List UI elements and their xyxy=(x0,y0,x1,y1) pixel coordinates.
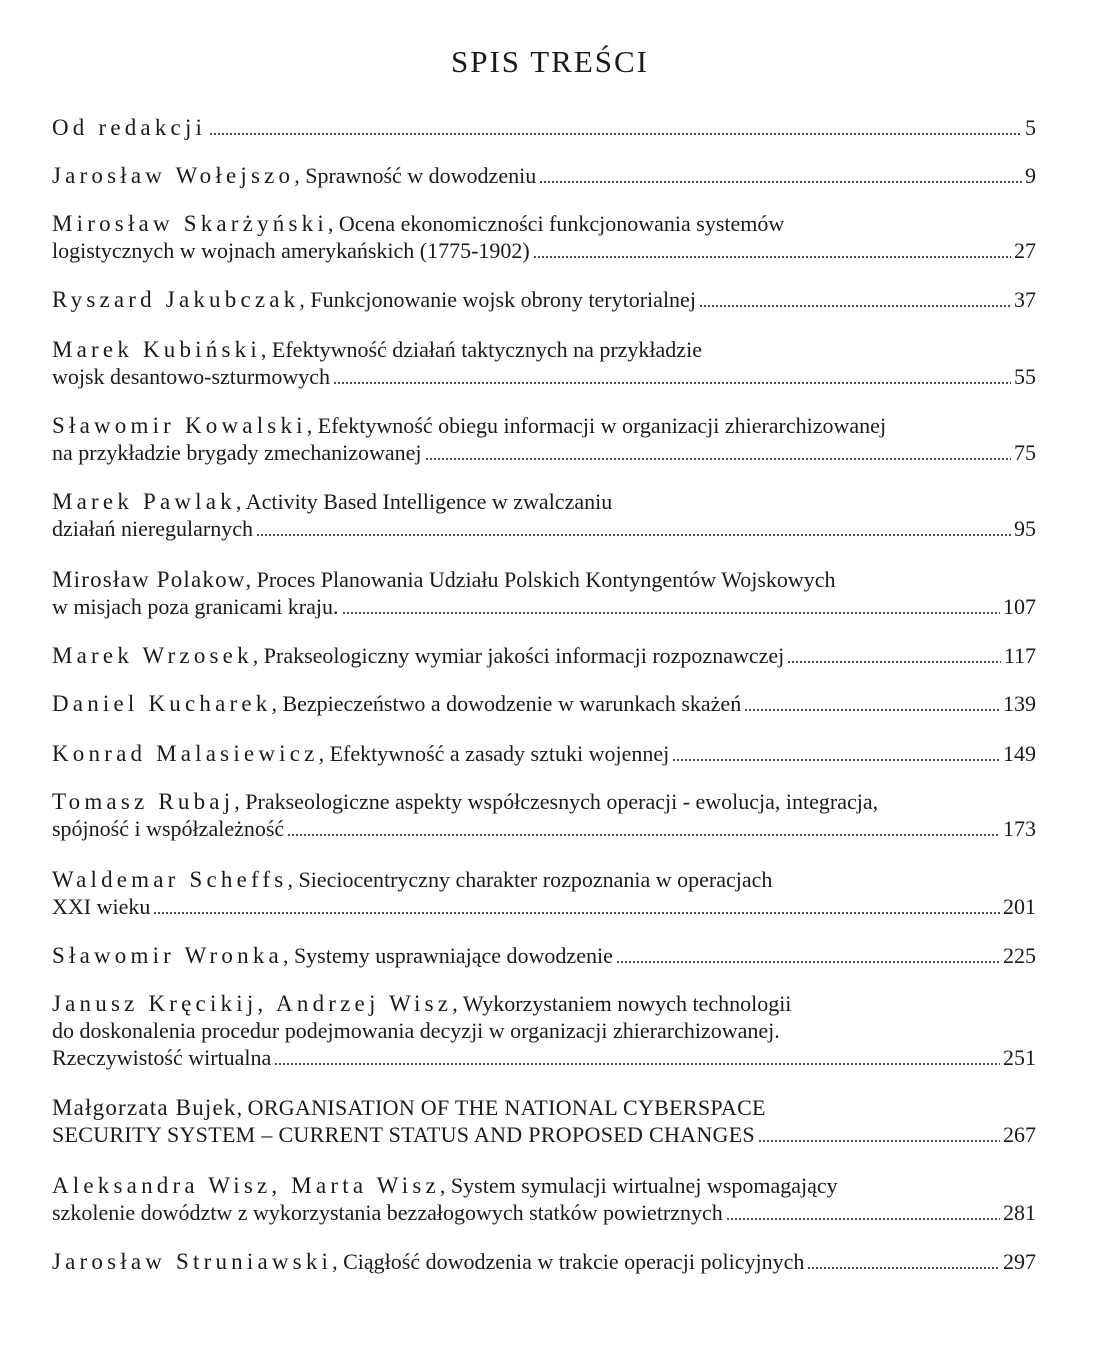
dot-leader xyxy=(342,597,1000,615)
toc-author: Jarosław Struniawski xyxy=(52,1249,333,1274)
toc-title: szkolenie dowództw z wykorzystania bezzałogowych statków powietrznych xyxy=(52,1200,723,1225)
toc-entry: Ryszard Jakubczak, Funkcjonowanie wojsk obrony terytorialnej 37 xyxy=(52,287,1036,312)
toc-page-number: 55 xyxy=(1014,364,1036,389)
toc-entry: Waldemar Scheffs, Sieciocentryczny charakter rozpoznania w operacjach XXI wieku 201 xyxy=(52,867,1036,919)
dot-leader xyxy=(787,646,1001,664)
toc-author: Konrad Malasiewicz xyxy=(52,741,319,766)
toc-title: Efektywność obiegu informacji w organizacji zhierarchizowanej xyxy=(317,413,887,438)
toc-entry: Mirosław Polakow, Proces Planowania Udziału Polskich Kontyngentów Wojskowych w misjach poza granicami kraju. 107 xyxy=(52,567,1036,619)
toc-page-number: 267 xyxy=(1003,1122,1036,1147)
toc-entry: Jarosław Wołejszo, Sprawność w dowodzeniu 9 xyxy=(52,163,1036,188)
toc-entry: Aleksandra Wisz, Marta Wisz, System symulacji wirtualnej wspomagający szkolenie dowództw z wykorzystania bezzałogowych statków powietrznych 281 xyxy=(52,1173,1036,1225)
dot-leader xyxy=(758,1125,1000,1143)
toc-entry: Konrad Malasiewicz, Efektywność a zasady sztuki wojennej 149 xyxy=(52,741,1036,766)
toc-title: do doskonalenia procedur podejmowania decyzji w organizacji zhierarchizowanej. xyxy=(52,1018,780,1043)
toc-entry: Małgorzata Bujek, ORGANISATION OF THE NATIONAL CYBERSPACE SECURITY SYSTEM – CURRENT STATUS AND PROPOSED CHANGES 267 xyxy=(52,1095,1036,1147)
toc-author: Mirosław Polakow xyxy=(52,567,246,592)
toc-entry: Janusz Kręcikij, Andrzej Wisz, Wykorzystaniem nowych technologii do doskonalenia procedur podejmowania decyzji w organizacji zhierarchizowanej. Rzeczywistość wirtualna 251 xyxy=(52,991,1036,1070)
dot-leader xyxy=(274,1048,1000,1066)
toc-title: Ocena ekonomiczności funkcjonowania systemów xyxy=(338,211,785,236)
toc-author: Małgorzata Bujek xyxy=(52,1095,237,1120)
toc-page-number: 9 xyxy=(1025,163,1036,188)
dot-leader xyxy=(616,946,1000,964)
toc-title: Efektywność a zasady sztuki wojennej xyxy=(329,741,670,766)
toc-page-number: 107 xyxy=(1003,594,1036,619)
toc-entry: Jarosław Struniawski, Ciągłość dowodzenia w trakcie operacji policyjnych 297 xyxy=(52,1249,1036,1274)
toc-title: Efektywność działań taktycznych na przykładzie xyxy=(271,337,702,362)
toc-entry: Sławomir Wronka, Systemy usprawniające dowodzenie 225 xyxy=(52,943,1036,968)
toc-entry: Sławomir Kowalski, Efektywność obiegu informacji w organizacji zhierarchizowanej na przykładzie brygady zmechanizowanej 75 xyxy=(52,413,1036,465)
toc-author: Waldemar Scheffs xyxy=(52,867,288,892)
dot-leader xyxy=(287,819,1000,837)
dot-leader xyxy=(699,290,1011,308)
toc-title: logistycznych w wojnach amerykańskich (1775-1902) xyxy=(52,238,530,263)
toc-title: Ciągłość dowodzenia w trakcie operacji policyjnych xyxy=(343,1249,805,1274)
dot-leader xyxy=(333,367,1011,385)
toc-page-number: 225 xyxy=(1003,943,1036,968)
dot-leader xyxy=(153,897,1000,915)
toc-page-number: 251 xyxy=(1003,1045,1036,1070)
toc-entry: Tomasz Rubaj, Prakseologiczne aspekty współczesnych operacji - ewolucja, integracja, spójność i współzależność 173 xyxy=(52,789,1036,841)
toc-page-number: 117 xyxy=(1003,643,1036,668)
toc-author: Od redakcji xyxy=(52,115,207,140)
dot-leader xyxy=(744,694,1000,712)
toc-title: Bezpieczeństwo a dowodzenie w warunkach skażeń xyxy=(282,691,742,716)
toc-entry: Marek Pawlak, Activity Based Intelligence w zwalczaniu działań nieregularnych 95 xyxy=(52,489,1036,541)
dot-leader xyxy=(425,443,1011,461)
dot-leader xyxy=(672,744,1000,762)
dot-leader xyxy=(209,118,1022,136)
toc-title: Funkcjonowanie wojsk obrony terytorialnej xyxy=(310,287,696,312)
toc-page-number: 27 xyxy=(1014,238,1036,263)
toc-entry xyxy=(52,114,1036,141)
toc-page-number: 139 xyxy=(1003,691,1036,716)
toc-title: ORGANISATION OF THE NATIONAL CYBERSPACE xyxy=(247,1095,766,1120)
dot-leader xyxy=(256,519,1011,537)
toc-title: Prakseologiczne aspekty współczesnych operacji - ewolucja, integracja, xyxy=(245,789,879,814)
toc-author: Marek Pawlak xyxy=(52,489,236,514)
toc-title: na przykładzie brygady zmechanizowanej xyxy=(52,440,422,465)
toc-entry: Marek Wrzosek, Prakseologiczny wymiar jakości informacji rozpoznawczej 117 xyxy=(52,643,1036,668)
toc-author: Ryszard Jakubczak xyxy=(52,287,300,312)
toc-title: Prakseologiczny wymiar jakości informacji rozpoznawczej xyxy=(263,643,785,668)
toc-title: Systemy usprawniające dowodzenie xyxy=(293,943,613,968)
toc-author: Daniel Kucharek xyxy=(52,691,272,716)
toc-title: Proces Planowania Udziału Polskich Kontyngentów Wojskowych xyxy=(256,567,836,592)
toc-title: System symulacji wirtualnej wspomagający xyxy=(450,1173,838,1198)
dot-leader xyxy=(539,166,1022,184)
toc-entry: Mirosław Skarżyński, Ocena ekonomiczności funkcjonowania systemów logistycznych w wojnach amerykańskich (1775-1902) 27 xyxy=(52,211,1036,263)
toc-author: Sławomir Wronka xyxy=(52,943,283,968)
toc-page-number: 173 xyxy=(1003,816,1036,841)
toc-entry: Daniel Kucharek, Bezpieczeństwo a dowodzenie w warunkach skażeń 139 xyxy=(52,691,1036,716)
toc-author: Janusz Kręcikij, Andrzej Wisz xyxy=(52,991,453,1016)
toc-title: Wykorzystaniem nowych technologii xyxy=(462,991,792,1016)
toc-page-number: 281 xyxy=(1003,1200,1036,1225)
toc-page-number: 37 xyxy=(1014,287,1036,312)
toc-title: Sieciocentryczny charakter rozpoznania w operacjach xyxy=(298,867,773,892)
toc-title: spójność i współzależność xyxy=(52,816,285,841)
toc-page-number: 297 xyxy=(1003,1249,1036,1274)
toc-author: Marek Wrzosek xyxy=(52,643,253,668)
toc-page-number: 5 xyxy=(1025,115,1036,140)
toc-title: Sprawność w dowodzeniu xyxy=(305,163,537,188)
toc-title: w misjach poza granicami kraju. xyxy=(52,594,339,619)
toc-page-number: 75 xyxy=(1014,440,1036,465)
page-title: SPIS TREŚCI xyxy=(450,44,650,79)
toc-author: Jarosław Wołejszo xyxy=(52,163,295,188)
toc-title: Rzeczywistość wirtualna xyxy=(52,1045,272,1070)
toc-page-number: 95 xyxy=(1014,516,1036,541)
toc-author: Tomasz Rubaj xyxy=(52,789,235,814)
toc-author: Mirosław Skarżyński xyxy=(52,211,328,236)
toc-title: SECURITY SYSTEM – CURRENT STATUS AND PROPOSED CHANGES xyxy=(52,1122,755,1147)
toc-author: Aleksandra Wisz, Marta Wisz xyxy=(52,1173,440,1198)
toc-title: działań nieregularnych xyxy=(52,516,253,541)
toc-page-number: 149 xyxy=(1003,741,1036,766)
toc-title: wojsk desantowo-szturmowych xyxy=(52,364,331,389)
toc-author: Marek Kubiński xyxy=(52,337,261,362)
toc-entry: Marek Kubiński, Efektywność działań taktycznych na przykładzie wojsk desantowo-szturmowych 55 xyxy=(52,337,1036,389)
toc-page-number: 201 xyxy=(1003,894,1036,919)
toc-title: XXI wieku xyxy=(52,894,151,919)
dot-leader xyxy=(726,1203,1000,1221)
dot-leader xyxy=(807,1252,1000,1270)
toc-author: Sławomir Kowalski xyxy=(52,413,307,438)
toc-title: Activity Based Intelligence w zwalczaniu xyxy=(245,489,613,514)
dot-leader xyxy=(533,241,1011,259)
